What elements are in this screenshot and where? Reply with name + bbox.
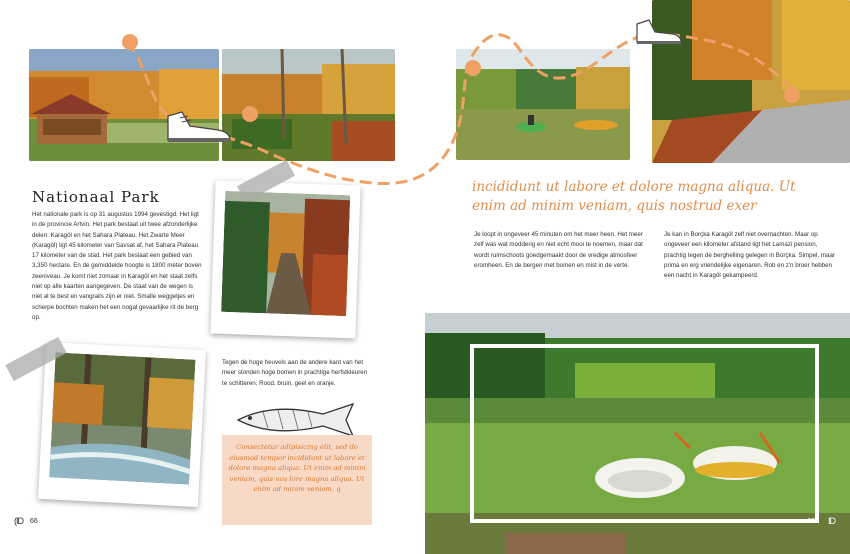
page-mark-left: (ID — [14, 516, 23, 526]
polaroid-forest-path — [210, 181, 360, 339]
hiking-shoe-icon — [633, 18, 683, 50]
body-text-secondary: Tegen de hoge heuvels aan de andere kant van het meer stonden hoge bomen in prachtige herfstkleuren te schitteren. Rood, bruin, geel en oranje. — [222, 359, 368, 387]
hiking-shoe-icon — [160, 108, 235, 148]
page-number-right: 67 — [807, 518, 815, 525]
photo-rowing-boat — [456, 49, 630, 160]
body-text-main: Het nationale park is op 31 augustus 1994 gevestigd. Het ligt in de provincie Artvin. Het park bestaat uit twee afzonderlijke delen: Karagöl en het Sahara Plateau. Het Zwarte Meer (Karagöl) ligt 45 kilometer van Savsat af, het Sahara Plateau 17 kilometer van de stad. Het park beslaat een gebied van 3,350 hectare. En de gemiddelde hoogte is 1800 meter boven zeeniveau. Je komt niet zomaar in Karagöl en het staat zelfs niet op alle kaarten aangegeven. De staat van de wegen is niet al te best en vangrails zijn er niet. Smalle weggetjes en scherpe bochten maken het een nogal gevaarlijke rit de berg op. — [32, 211, 202, 321]
fish-illustration — [228, 398, 368, 440]
photo-lake-boats-large — [425, 313, 850, 554]
page-mark-right: ID — [828, 516, 835, 526]
page-number-left: 66 — [30, 518, 38, 525]
body-column-2: Je kan in Borçka Karagöl zelf niet overnachten. Maar op ongeveer een kilometer afstand ligt het Lamazi pension, prachtig tegen de berghelling gelegen in Borçka. Simpel, maar prima en erg vriendelijke eigenaren. Rob en z'n broer hebben een nacht in Karagöl gekampeerd. — [664, 231, 835, 280]
polaroid-river — [38, 342, 206, 507]
body-column-1: Je loopt in ongeveer 45 minuten om het meer heen. Het meer zelf was wat modderig en niet echt mooi te noemen, maar dat wordt ruimschoots goedgemaakt door de vredige atmosfeer eromheen. En de bergen met bomen en mist in de verte. — [474, 231, 643, 269]
photo-frame-border — [470, 344, 819, 523]
photo-autumn-forest — [222, 49, 395, 161]
script-heading: incididunt ut labore et dolore magna aliqua. Ut enim ad minim veniam, quis nostrud exer — [472, 179, 796, 214]
note-text: Consectetur adipisicing elit, sed do eiusmod tempor incididunt ut labore et dolore magna aliqua. Ut enim ad minim veniam, quis nos lore magna aliqua. Ut enim ad minim veniam, q — [228, 443, 366, 494]
page-title: Nationaal Park — [32, 188, 160, 206]
note-box — [222, 435, 372, 525]
